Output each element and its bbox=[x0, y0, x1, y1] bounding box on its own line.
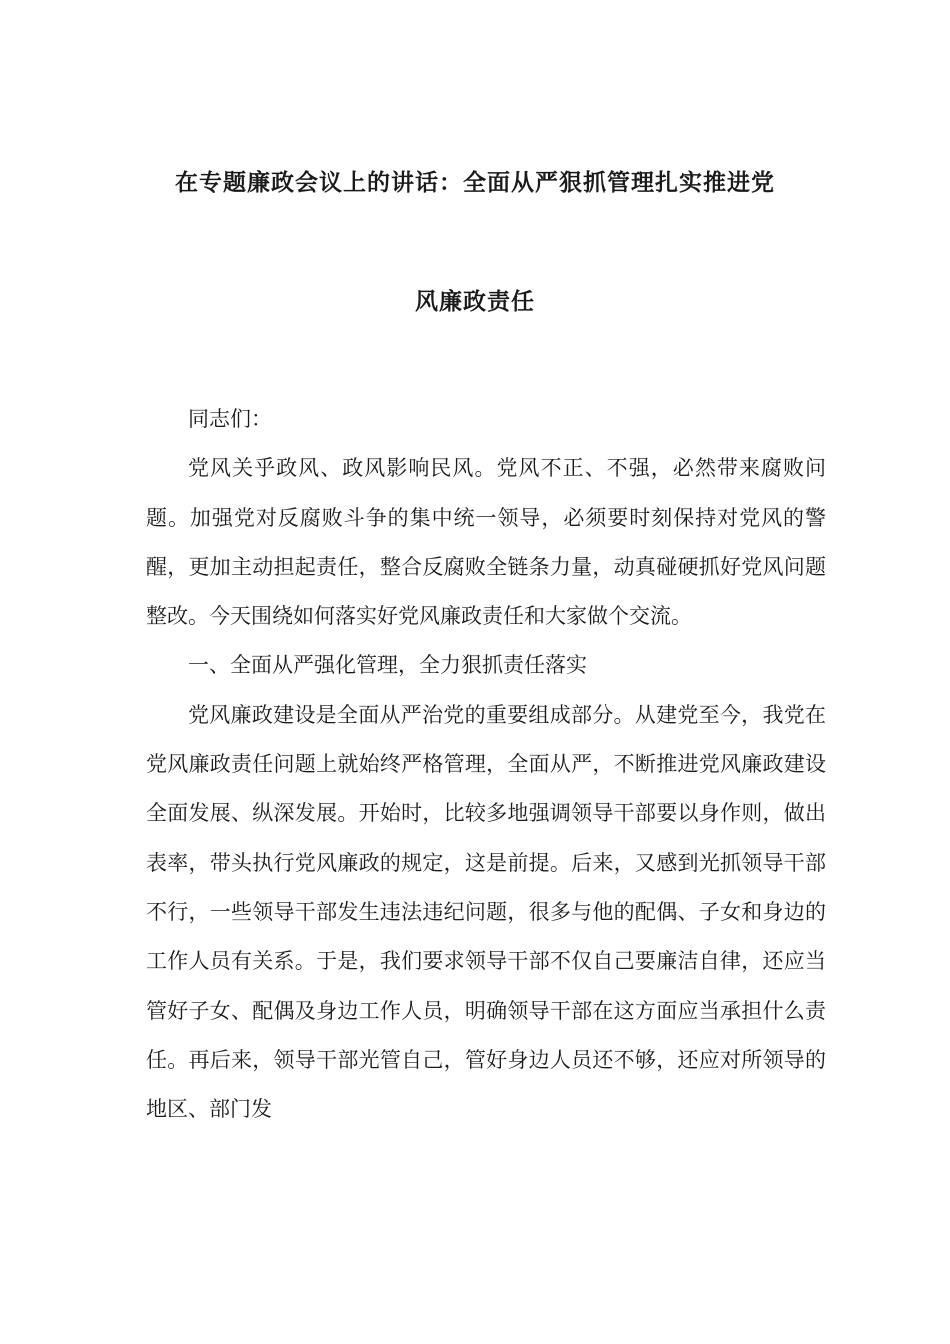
paragraph-section-1: 党风廉政建设是全面从严治党的重要组成部分。从建党至今，我党在党风廉政责任问题上就始终严格管理，全面从严，不断推进党风廉政建设全面发展、纵深发展。开始时，比较多地强调领导干部要以身作则，做出表率，带头执行党风廉政的规定，这是前提。后来，又感到光抓领导干部不行，一些领导干部发生违法违纪问题，很多与他的配偶、子女和身边的工作人员有关系。于是，我们要求领导干部不仅自己要廉洁自律，还应当管好子女、配偶及身边工作人员，明确领导干部在这方面应当承担什么责任。再后来，领导干部光管自己，管好身边人员还不够，还应对所领导的地区、部门发 bbox=[146, 702, 826, 1122]
paragraph-intro: 党风关乎政风、政风影响民风。党风不正、不强，必然带来腐败问题。加强党对反腐败斗争的集中统一领导，必须要时刻保持对党风的警醒，更加主动担起责任，整合反腐败全链条力量，动真碰硬抓好党风问题整改。今天围绕如何落实好党风廉政责任和大家做个交流。 bbox=[146, 456, 826, 629]
section-heading-1: 一、全面从严强化管理，全力狠抓责任落实 bbox=[188, 653, 587, 678]
document-title-line-1: 在专题廉政会议上的讲话：全面从严狠抓管理扎实推进党 bbox=[175, 169, 775, 196]
salutation: 同志们： bbox=[188, 407, 272, 431]
document-body bbox=[146, 395, 826, 1134]
document-title-line-2: 风廉政责任 bbox=[415, 288, 535, 315]
